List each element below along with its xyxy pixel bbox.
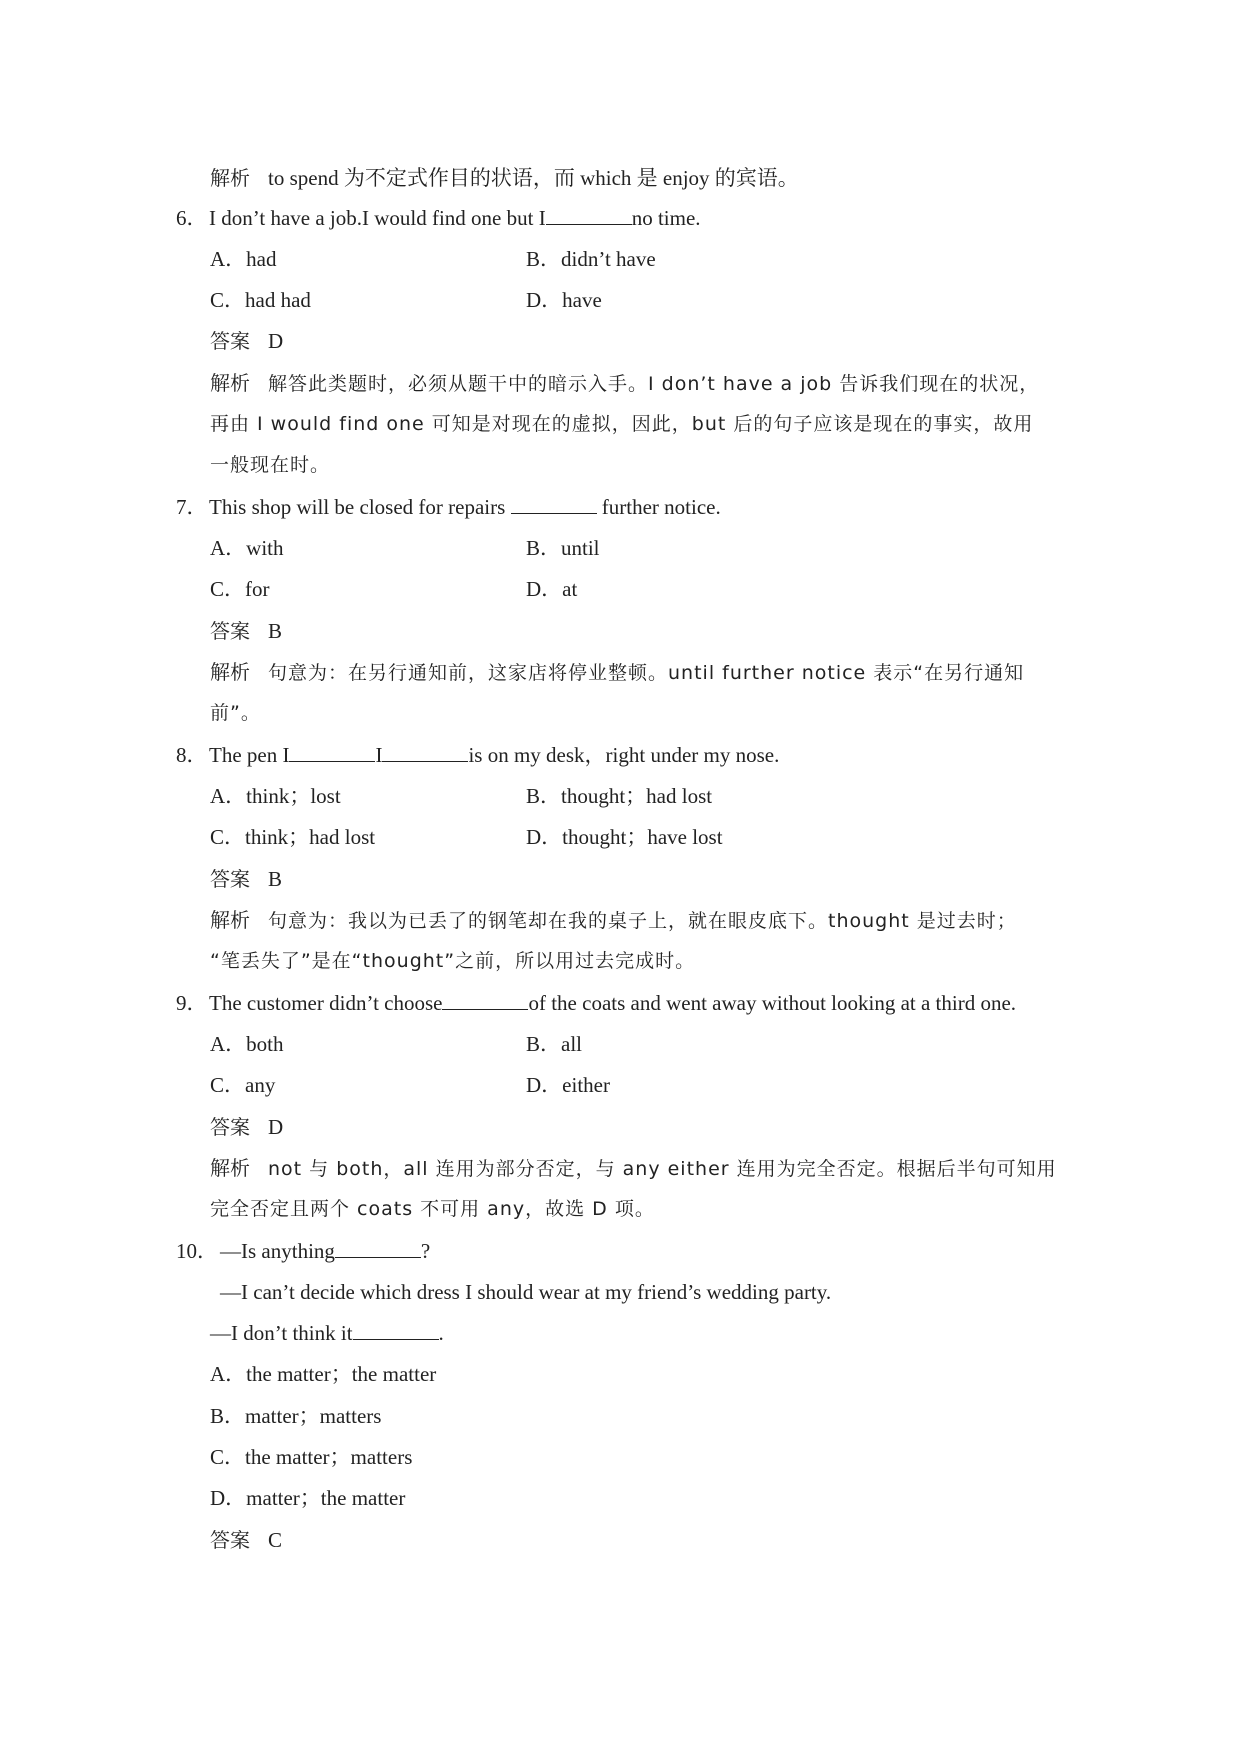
top-explanation	[210, 163, 799, 193]
explanation-line: 完全否定且两个 coats 不可用 any，故选 D 项。	[210, 1198, 655, 1220]
answer-line	[210, 1525, 282, 1555]
answer-value: D	[268, 329, 284, 353]
explanation-text: to spend 为不定式作目的状语，而 which 是 enjoy 的宾语。	[268, 166, 799, 190]
answer-line	[210, 1112, 283, 1142]
answer-label: 答案	[210, 329, 250, 353]
stem-part: I	[375, 743, 383, 767]
question-7-stem	[176, 492, 721, 522]
option-d: D．at	[526, 577, 578, 601]
answer-line	[210, 616, 282, 646]
stem-part: This shop will be closed for repairs	[209, 495, 506, 519]
answer-label: 答案	[210, 619, 250, 643]
explanation-text: 句意为：在另行通知前，这家店将停业整顿。until further notice 表示“在另行通知	[268, 662, 1025, 684]
option-b: B．until	[526, 536, 600, 560]
answer-value: D	[268, 1115, 284, 1139]
stem-part: further notice.	[601, 495, 721, 519]
answer-value: C	[268, 1528, 283, 1552]
answer-line	[210, 326, 283, 356]
explanation-line: 前”。	[210, 702, 261, 724]
option-b: B．thought；had lost	[526, 784, 713, 808]
stem-part: no time.	[631, 206, 701, 230]
answer-blank	[335, 1237, 421, 1258]
explanation-line: 一般现在时。	[210, 454, 331, 476]
question-8-stem	[176, 740, 779, 770]
question-number: 8．	[176, 743, 208, 767]
option-c: C．any	[210, 1073, 276, 1097]
dialogue-line: —I can’t decide which dress I should wear at my friend’s wedding party.	[220, 1280, 832, 1304]
explanation-label: 解析	[210, 908, 250, 932]
stem-part: of the coats and went away without looking at a third one.	[528, 991, 1017, 1015]
option-b: B．all	[526, 1032, 582, 1056]
question-number: 9．	[176, 991, 208, 1015]
explanation-line: “笔丢失了”是在“thought”之前，所以用过去完成时。	[210, 950, 696, 972]
answer-blank	[546, 204, 632, 225]
option-a: A．both	[210, 1032, 284, 1056]
option-d: D．thought；have lost	[526, 825, 723, 849]
option-c: C．for	[210, 577, 270, 601]
explanation-line: 再由 I would find one 可知是对现在的虚拟，因此，but 后的句子应该是现在的事实，故用	[210, 413, 1034, 435]
explanation-line	[210, 657, 1024, 688]
answer-label: 答案	[210, 1115, 250, 1139]
stem-part: The customer didn’t choose	[209, 991, 443, 1015]
answer-blank	[289, 741, 375, 762]
answer-blank	[353, 1319, 439, 1340]
stem-part: —Is anything	[220, 1239, 335, 1263]
answer-line	[210, 864, 282, 894]
question-10-stem	[176, 1236, 430, 1266]
option-c: C．had had	[210, 288, 311, 312]
option-a: A．with	[210, 536, 284, 560]
stem-part: is on my desk，right under my nose.	[468, 743, 780, 767]
option-a: A．think；lost	[210, 784, 341, 808]
stem-part: ?	[420, 1239, 431, 1263]
option-d: D．either	[526, 1073, 610, 1097]
question-9-stem	[176, 988, 1016, 1018]
explanation-label: 解析	[210, 371, 250, 395]
answer-blank	[511, 493, 597, 514]
option-b: B．didn’t have	[526, 247, 656, 271]
explanation-text: not 与 both，all 连用为部分否定，与 any either 连用为完全否定。根据后半句可知用	[268, 1158, 1057, 1180]
dialogue-line	[210, 1318, 444, 1348]
option-d: D．have	[526, 288, 602, 312]
answer-blank	[382, 741, 468, 762]
option-b: B．matter；matters	[210, 1404, 382, 1428]
explanation-label: 解析	[210, 166, 250, 190]
question-number: 6．	[176, 206, 208, 230]
stem-part: I don’t have a job.I would find one but I	[209, 206, 546, 230]
option-a: A．the matter；the matter	[210, 1362, 437, 1386]
answer-label: 答案	[210, 1528, 250, 1552]
explanation-label: 解析	[210, 1156, 250, 1180]
explanation-line	[210, 1153, 1057, 1184]
option-c: C．the matter；matters	[210, 1445, 413, 1469]
stem-part: —I don’t think it	[210, 1321, 353, 1345]
option-d: D．matter；the matter	[210, 1486, 406, 1510]
question-number: 7．	[176, 495, 208, 519]
stem-part: .	[438, 1321, 444, 1345]
option-c: C．think；had lost	[210, 825, 376, 849]
answer-value: B	[268, 867, 283, 891]
answer-value: B	[268, 619, 283, 643]
question-number: 10．	[176, 1239, 218, 1263]
answer-blank	[442, 989, 528, 1010]
explanation-line	[210, 905, 1017, 936]
explanation-text: 解答此类题时，必须从题干中的暗示入手。I don’t have a job 告诉我们现在的状况，	[268, 373, 1040, 395]
explanation-label: 解析	[210, 660, 250, 684]
answer-label: 答案	[210, 867, 250, 891]
explanation-text: 句意为：我以为已丢了的钢笔却在我的桌子上，就在眼皮底下。thought 是过去时；	[268, 910, 1017, 932]
option-a: A．had	[210, 247, 277, 271]
question-6-stem	[176, 203, 701, 233]
explanation-line	[210, 368, 1039, 399]
stem-part: The pen I	[209, 743, 290, 767]
